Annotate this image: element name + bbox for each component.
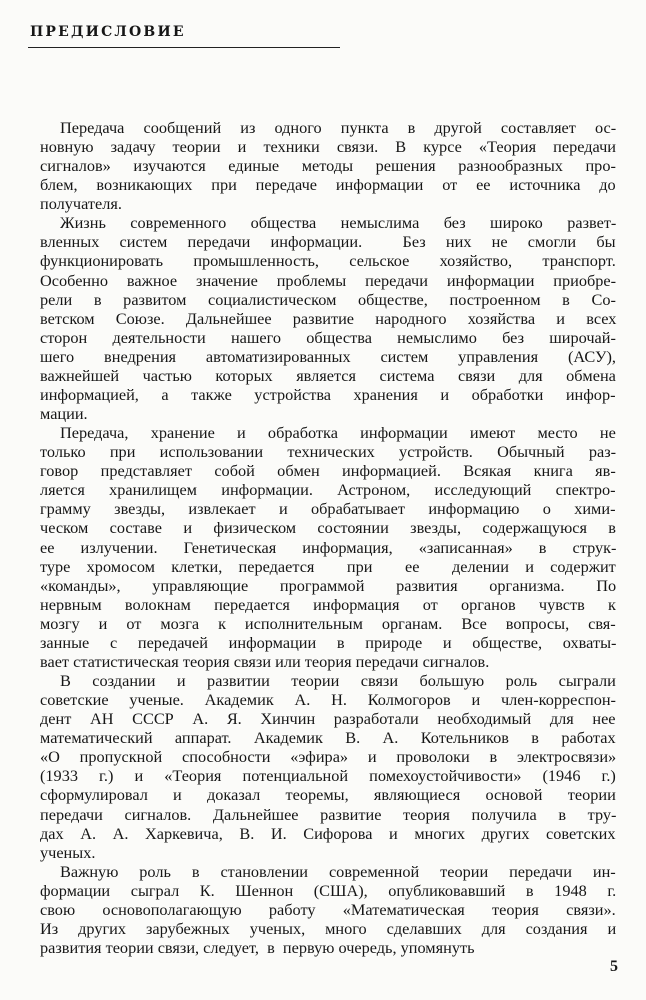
text-line: «команды», управляющие программой развития организма. По xyxy=(40,575,617,595)
text-line: вает статистическая теория связи или теория передачи сигналов. xyxy=(40,651,490,671)
text-line: Передача, хранение и обработка информации имеют место не xyxy=(60,423,616,443)
text-line: (1933 г.) и «Теория потенциальной помехоустойчивости» (1946 г.) xyxy=(40,766,616,786)
text-line: математический аппарат. Академик В. А. Котельников в работах xyxy=(40,728,616,748)
text-line: советские ученые. Академик А. Н. Колмогоров и член-корреспон- xyxy=(40,690,616,710)
text-line: нервным волокнам передается информация от органов чувств к xyxy=(40,594,616,614)
text-line: ученых. xyxy=(40,842,96,862)
text-line: ляется хранилищем информации. Астроном, исследующий спектро- xyxy=(40,480,616,500)
text-line: свою основополагающую работу «Математическая теория связи». xyxy=(40,899,616,919)
text-line: важнейшей частью которых является система связи для обмена xyxy=(40,365,616,385)
text-line: рели в развитом социалистическом обществе, построенном в Со- xyxy=(40,289,616,309)
text-line: «О пропускной способности «эфира» и проволоки в электросвязи» xyxy=(40,747,617,767)
text-line: блем, возникающих при передаче информации от ее источника до xyxy=(40,175,616,195)
page-heading: ПРЕДИСЛОВИЕ xyxy=(30,24,186,40)
text-line: сформулировал и доказал теоремы, являющиеся основой теории xyxy=(40,785,616,805)
text-line: вленных систем передачи информации. Без них не смогли бы xyxy=(40,232,616,252)
text-line: говор представляет собой обмен информацией. Всякая книга яв- xyxy=(40,461,616,481)
text-line: туре хромосом клетки, передается при ее делении и содержит xyxy=(40,556,616,576)
text-line: ческом составе и физическом состоянии звезды, содержащуюся в xyxy=(40,518,616,538)
text-line: мозгу и от мозга к исполнительным органам. Все вопросы, свя- xyxy=(40,613,616,633)
text-line: Жизнь современного общества немыслима без широко развет- xyxy=(60,213,617,233)
text-line: ее излучении. Генетическая информация, «записанная» в струк- xyxy=(40,537,617,557)
text-line: Из других зарубежных ученых, много сделавших для создания и xyxy=(40,918,617,938)
text-line: только при использовании технических устройств. Обычный раз- xyxy=(40,442,617,462)
text-line: формации сыграл К. Шеннон (США), опубликовавший в 1948 г. xyxy=(40,880,617,900)
text-line: мации. xyxy=(40,404,88,424)
text-line: передачи сигналов. Дальнейшее развитие теория получила в тру- xyxy=(40,804,617,824)
text-line: ветском Союзе. Дальнейшее развитие народного хозяйства и всех xyxy=(40,308,617,328)
text-line: новную задачу теории и техники связи. В курсе «Теория передачи xyxy=(40,137,617,157)
text-line: занные с передачей информации в природе и обществе, охваты- xyxy=(40,632,617,652)
text-line: шего внедрения автоматизированных систем управления (АСУ), xyxy=(40,346,617,366)
page-number: 5 xyxy=(610,958,618,975)
heading-underline xyxy=(28,47,340,48)
text-line: Важную роль в становлении современной теории передачи ин- xyxy=(60,861,616,881)
text-line: грамму звезды, извлекает и обрабатывает информацию о хими- xyxy=(40,499,616,519)
text-line: функционировать промышленность, сельское хозяйство, транспорт. xyxy=(40,251,616,271)
text-line: получателя. xyxy=(40,194,122,214)
text-line: развития теории связи, следует, в первую очередь, упомянуть xyxy=(40,938,475,957)
text-line: Особенно важное значение проблемы передачи информации приобре- xyxy=(40,270,617,290)
text-line: дент АН СССР А. Я. Хинчин разработали необходимый для нее xyxy=(40,709,616,729)
text-line: сигналов» изучаются единые методы решения разнообразных про- xyxy=(40,156,616,176)
text-line: информацией, а также устройства хранения и обработки инфор- xyxy=(40,384,616,404)
text-line: В создании и развитии теории связи большую роль сыграли xyxy=(60,671,616,691)
text-line: сторон деятельности нашего общества немыслимо без широчай- xyxy=(40,327,616,347)
text-line: дах А. А. Харкевича, В. И. Сифорова и многих других советских xyxy=(40,823,616,843)
text-line: Передача сообщений из одного пункта в другой составляет ос- xyxy=(60,118,617,137)
